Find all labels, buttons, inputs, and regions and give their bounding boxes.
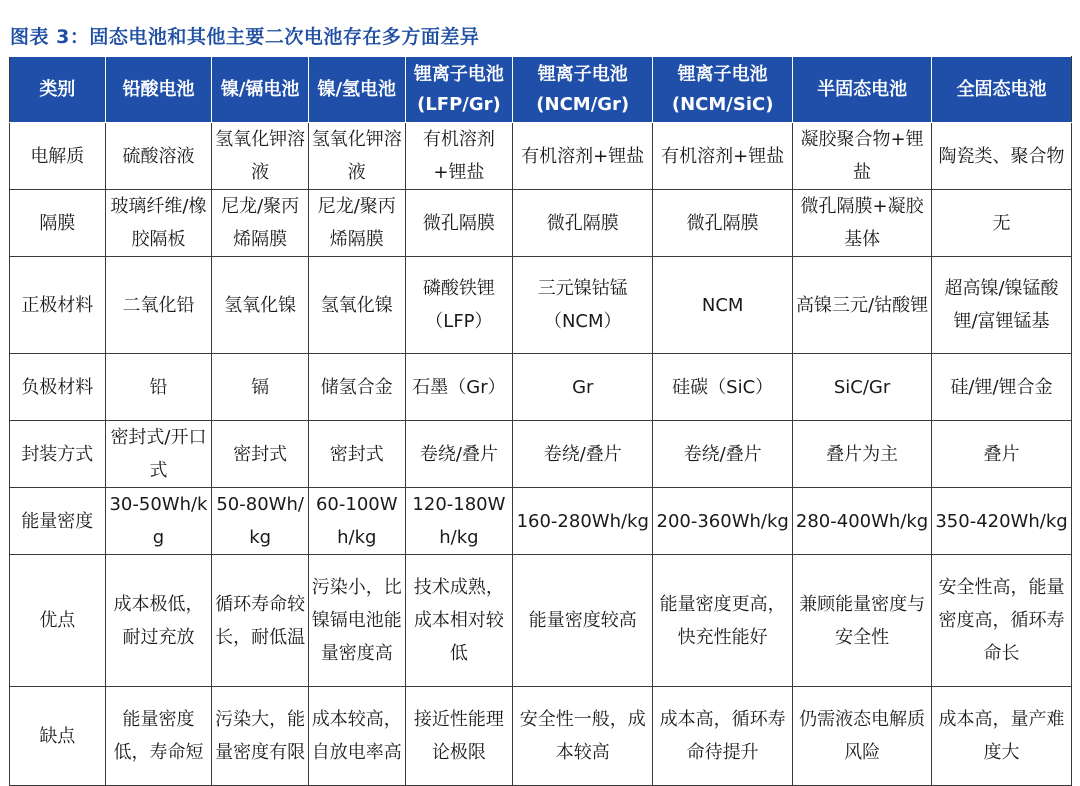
- figure-title: 图表 3：固态电池和其他主要二次电池存在多方面差异: [10, 26, 480, 48]
- table-cell: 铅: [105, 354, 212, 421]
- table-cell: 成本较高，自放电率高: [308, 687, 405, 786]
- comparison-table: [9, 56, 1072, 786]
- table-cell: Gr: [513, 354, 653, 421]
- table-cell: 密封式/开口式: [105, 421, 212, 488]
- table-cell: 能量密度更高，快充性能好: [653, 555, 793, 687]
- table-cell: 无: [932, 190, 1072, 257]
- table-cell: 硅碳（SiC）: [653, 354, 793, 421]
- table-cell: 能量密度低，寿命短: [105, 687, 212, 786]
- header-li-lfp: 锂离子电池 (LFP/Gr): [405, 57, 513, 123]
- header-nicd: 镍/镉电池: [212, 57, 309, 123]
- table-row-disadvantages: [10, 687, 1072, 786]
- table-row-cathode: [10, 257, 1072, 354]
- row-label: 隔膜: [10, 190, 106, 257]
- row-label: 正极材料: [10, 257, 106, 354]
- table-cell: 氢氧化钾溶液: [212, 123, 309, 190]
- table-cell: 60-100Wh/kg: [308, 488, 405, 555]
- table-cell: 循环寿命较长，耐低温: [212, 555, 309, 687]
- table-cell: 高镍三元/钴酸锂: [793, 257, 932, 354]
- table-row-packaging: [10, 421, 1072, 488]
- row-label: 封装方式: [10, 421, 106, 488]
- table-cell: 陶瓷类、聚合物: [932, 123, 1072, 190]
- table-row-energy-density: [10, 488, 1072, 555]
- row-label: 能量密度: [10, 488, 106, 555]
- table-cell: 能量密度较高: [513, 555, 653, 687]
- table-cell: 尼龙/聚丙烯隔膜: [212, 190, 309, 257]
- table-cell: 有机溶剂+锂盐: [653, 123, 793, 190]
- table-cell: 卷绕/叠片: [513, 421, 653, 488]
- table-cell: 储氢合金: [308, 354, 405, 421]
- table-cell: 磷酸铁锂 （LFP）: [405, 257, 513, 354]
- table-cell: 卷绕/叠片: [653, 421, 793, 488]
- table-cell: 成本极低，耐过充放: [105, 555, 212, 687]
- header-category: 类别: [10, 57, 106, 123]
- table-cell: 氢氧化钾溶液: [308, 123, 405, 190]
- table-row-anode: [10, 354, 1072, 421]
- table-cell: 微孔隔膜: [513, 190, 653, 257]
- table-cell: 硫酸溶液: [105, 123, 212, 190]
- table-cell: 成本高，量产难度大: [932, 687, 1072, 786]
- table-cell: 160-280Wh/kg: [513, 488, 653, 555]
- table-cell: 50-80Wh/kg: [212, 488, 309, 555]
- table-row-electrolyte: [10, 123, 1072, 190]
- header-all-solid: 全固态电池: [932, 57, 1072, 123]
- table-cell: 硅/锂/锂合金: [932, 354, 1072, 421]
- table-cell: 石墨（Gr）: [405, 354, 513, 421]
- table-cell: 200-360Wh/kg: [653, 488, 793, 555]
- table-cell: 接近性能理论极限: [405, 687, 513, 786]
- table-header-row: [10, 57, 1072, 123]
- table-cell: 三元镍钴锰 （NCM）: [513, 257, 653, 354]
- table-cell: 污染大，能量密度有限: [212, 687, 309, 786]
- header-nimh: 镍/氢电池: [308, 57, 405, 123]
- table-cell: NCM: [653, 257, 793, 354]
- table-cell: 安全性一般，成本较高: [513, 687, 653, 786]
- table-cell: 凝胶聚合物+锂盐: [793, 123, 932, 190]
- table-cell: 叠片为主: [793, 421, 932, 488]
- row-label: 缺点: [10, 687, 106, 786]
- table-cell: 技术成熟，成本相对较低: [405, 555, 513, 687]
- header-semi-solid: 半固态电池: [793, 57, 932, 123]
- table-cell: 污染小，比镍镉电池能量密度高: [308, 555, 405, 687]
- table-cell: 密封式: [308, 421, 405, 488]
- table-cell: 微孔隔膜+凝胶基体: [793, 190, 932, 257]
- row-label: 电解质: [10, 123, 106, 190]
- table-cell: 有机溶剂+锂盐: [513, 123, 653, 190]
- header-li-ncm-sic: 锂离子电池 (NCM/SiC): [653, 57, 793, 123]
- table-cell: 成本高，循环寿命待提升: [653, 687, 793, 786]
- table-row-advantages: [10, 555, 1072, 687]
- header-lead-acid: 铅酸电池: [105, 57, 212, 123]
- table-cell: 微孔隔膜: [405, 190, 513, 257]
- table-cell: 镉: [212, 354, 309, 421]
- table-row-separator: [10, 190, 1072, 257]
- table-cell: 尼龙/聚丙烯隔膜: [308, 190, 405, 257]
- table-cell: 微孔隔膜: [653, 190, 793, 257]
- table-cell: 二氧化铅: [105, 257, 212, 354]
- table-cell: 氢氧化镍: [212, 257, 309, 354]
- table-cell: 安全性高，能量密度高，循环寿命长: [932, 555, 1072, 687]
- table-cell: 密封式: [212, 421, 309, 488]
- table-cell: 350-420Wh/kg: [932, 488, 1072, 555]
- table-cell: 仍需液态电解质风险: [793, 687, 932, 786]
- table-cell: 兼顾能量密度与安全性: [793, 555, 932, 687]
- table-cell: 280-400Wh/kg: [793, 488, 932, 555]
- table-cell: 卷绕/叠片: [405, 421, 513, 488]
- table-cell: 120-180Wh/kg: [405, 488, 513, 555]
- row-label: 优点: [10, 555, 106, 687]
- header-li-ncm-gr: 锂离子电池 (NCM/Gr): [513, 57, 653, 123]
- table-cell: SiC/Gr: [793, 354, 932, 421]
- table-cell: 30-50Wh/kg: [105, 488, 212, 555]
- table-cell: 玻璃纤维/橡胶隔板: [105, 190, 212, 257]
- row-label: 负极材料: [10, 354, 106, 421]
- table-cell: 超高镍/镍锰酸锂/富锂锰基: [932, 257, 1072, 354]
- table-cell: 氢氧化镍: [308, 257, 405, 354]
- table-cell: 有机溶剂+锂盐: [405, 123, 513, 190]
- table-cell: 叠片: [932, 421, 1072, 488]
